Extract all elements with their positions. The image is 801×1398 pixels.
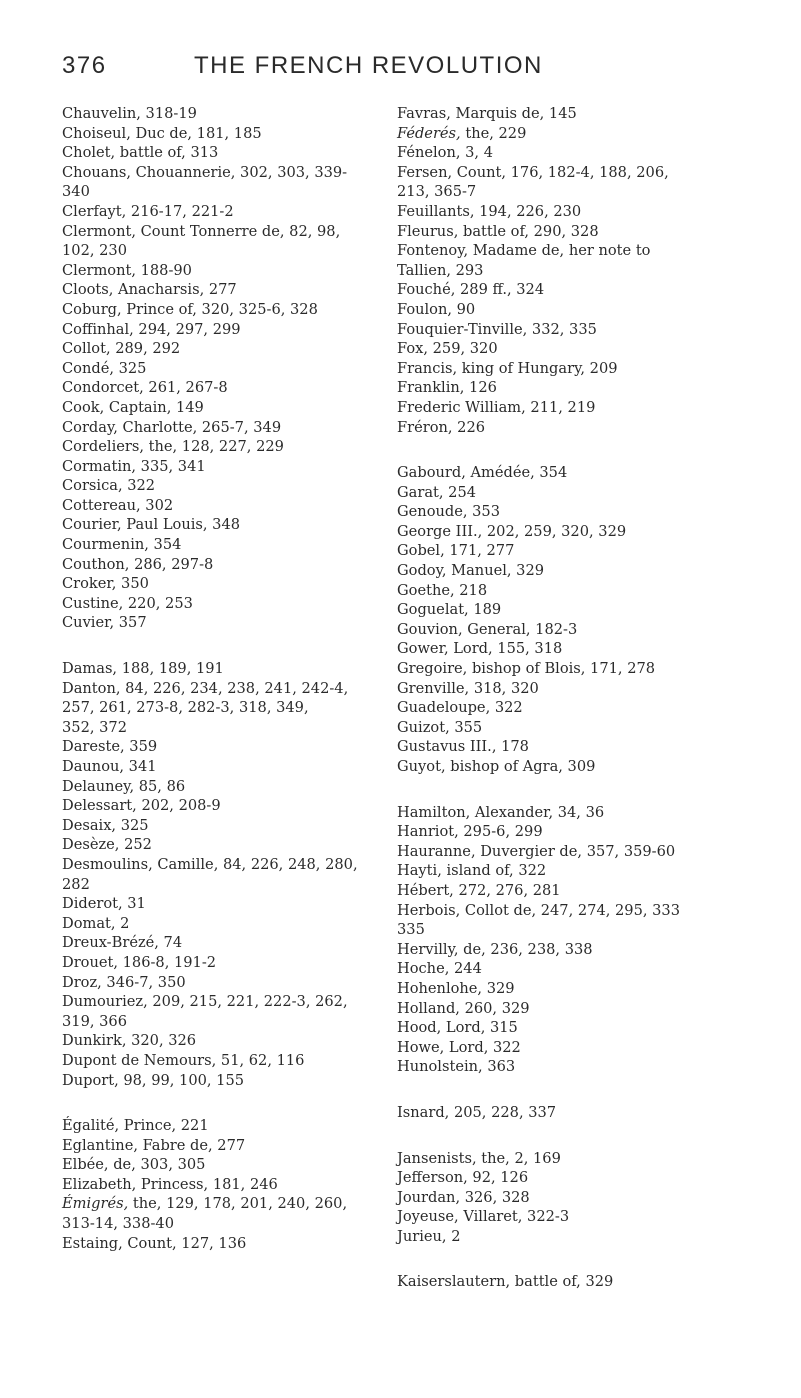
index-entry-text: Grenville, 318, 320 [397,679,539,697]
index-entry-continuation: 257, 261, 273-8, 282-3, 318, 349, [62,699,309,717]
index-entry [397,339,737,359]
index-entry [62,679,397,738]
index-letter-group [397,803,737,1077]
index-entry [397,1227,737,1247]
index-entry-text: Domat, 2 [62,914,130,932]
index-letter-group [62,1116,397,1253]
index-entry [397,104,737,124]
index-entry-text: Coffinhal, 294, 297, 299 [62,320,241,338]
index-entry-text: Condorcet, 261, 267-8 [62,379,228,397]
index-entry [397,522,737,542]
index-entry [62,574,397,594]
index-entry-text: Isnard, 205, 228, 337 [397,1103,557,1121]
index-entry-text: Cloots, Anacharsis, 277 [62,281,237,299]
index-entry [397,679,737,699]
index-entry-text: Guadeloupe, 322 [397,699,523,717]
index-entry-text: Desmoulins, Camille, 84, 226, 248, 280, [62,855,358,873]
index-entry-text: Courmenin, 354 [62,536,182,554]
index-entry-text: Dupont de Nemours, 51, 62, 116 [62,1051,305,1069]
index-entry-text: Hébert, 272, 276, 281 [397,881,561,899]
index-entry [62,953,397,973]
index-entry-text: Jansenists, the, 2, 169 [397,1149,561,1167]
index-entry [62,437,397,457]
index-entry [397,639,737,659]
index-entry [397,698,737,718]
index-entry [62,659,397,679]
index-entry [62,973,397,993]
index-entry-text: Delessart, 202, 208-9 [62,797,221,815]
index-entry [62,914,397,934]
index-entry [397,737,737,757]
index-entry [62,398,397,418]
index-entry-text: Clermont, 188-90 [62,261,192,279]
index-entry [62,1234,397,1254]
index-entry-text: Custine, 220, 253 [62,594,193,612]
index-letter-group [397,104,737,437]
index-entry-text: Holland, 260, 329 [397,999,530,1017]
index-entry-text: the, 129, 178, 201, 240, 260, [128,1195,348,1213]
index-entry [397,398,737,418]
index-entry-text: Fontenoy, Madame de, her note to [397,242,651,260]
index-entry-text: Clerfayt, 216-17, 221-2 [62,202,234,220]
index-entry-italic-term: Féderés, [397,124,461,142]
index-entry [397,1272,737,1292]
index-entry-text: Croker, 350 [62,575,149,593]
index-entry [397,881,737,901]
page-number: 376 [62,52,107,79]
index-entry [62,202,397,222]
index-entry [62,339,397,359]
index-entry [62,1071,397,1091]
index-letter-group [62,104,397,633]
index-entry [397,502,737,522]
index-entry [397,202,737,222]
index-entry-text: Estaing, Count, 127, 136 [62,1234,247,1252]
index-entry [397,861,737,881]
index-entry [397,300,737,320]
index-entry [397,822,737,842]
index-entry [397,901,737,940]
index-entry [62,261,397,281]
index-entry [62,1116,397,1136]
index-entry [62,320,397,340]
index-entry-text: Hunolstein, 363 [397,1058,516,1076]
index-entry-text: Fouché, 289 ff., 324 [397,281,545,299]
index-entry [397,1038,737,1058]
index-entry [397,979,737,999]
index-entry-text: Jefferson, 92, 126 [397,1169,529,1187]
index-entry-text: Guizot, 355 [397,718,483,736]
index-entry [62,594,397,614]
index-entry-text: Genoude, 353 [397,503,500,521]
index-entry [397,1057,737,1077]
index-entry-text: Joyeuse, Villaret, 322-3 [397,1208,570,1226]
index-entry-text: Fouquier-Tinville, 332, 335 [397,320,597,338]
index-entry-text: Duport, 98, 99, 100, 155 [62,1071,245,1089]
index-entry-text: Droz, 346-7, 350 [62,973,186,991]
index-entry [397,143,737,163]
index-entry-text: Corday, Charlotte, 265-7, 349 [62,418,282,436]
index-entry [397,541,737,561]
index-entry-text: Couthon, 286, 297-8 [62,555,214,573]
index-entry [62,359,397,379]
index-entry-text: Dumouriez, 209, 215, 221, 222-3, 262, [62,993,348,1011]
index-entry [62,476,397,496]
index-entry-text: Jurieu, 2 [397,1227,461,1245]
index-entry [397,999,737,1019]
index-entry-text: Hanriot, 295-6, 299 [397,823,543,841]
index-entry [62,1031,397,1051]
index-letter-group [397,1103,737,1123]
index-entry-text: Gustavus III., 178 [397,738,529,756]
index-entry [397,1168,737,1188]
index-entry [62,1155,397,1175]
index-entry-text: Cormatin, 335, 341 [62,457,206,475]
index-entry-text: Guyot, bishop of Agra, 309 [397,758,596,775]
index-entry [62,933,397,953]
index-entry-text: Gouvion, General, 182-3 [397,620,578,638]
index-entry [397,959,737,979]
index-entry-text: Diderot, 31 [62,895,146,913]
index-entry-text: Condé, 325 [62,359,147,377]
index-entry-continuation: Tallien, 293 [397,261,484,279]
index-entry [397,280,737,300]
index-entry-italic-term: Émigrés, [62,1195,129,1213]
index-entry [397,222,737,242]
index-entry-continuation: 313-14, 338-40 [62,1215,174,1233]
index-entry [397,124,737,144]
index-entry-text: Collot, 289, 292 [62,340,181,358]
index-entry [62,737,397,757]
index-entry-text: Cordeliers, the, 128, 227, 229 [62,438,284,456]
index-entry-text: Gregoire, bishop of Blois, 171, 278 [397,660,656,678]
index-entry-text: Elizabeth, Princess, 181, 246 [62,1175,278,1193]
index-entry [62,613,397,633]
index-entry [397,1018,737,1038]
index-entry-text: Danton, 84, 226, 234, 238, 241, 242-4, [62,679,349,697]
index-entry-text: Drouet, 186-8, 191-2 [62,953,217,971]
index-entry-text: Howe, Lord, 322 [397,1038,521,1056]
index-entry [62,124,397,144]
index-entry [397,1149,737,1169]
index-entry-continuation: 282 [62,875,90,893]
index-entry [62,457,397,477]
index-entry [62,855,397,894]
index-entry-text: Fox, 259, 320 [397,340,498,358]
index-entry [397,1207,737,1227]
index-entry [62,1136,397,1156]
index-entry-text: Hauranne, Duvergier de, 357, 359-60 [397,842,676,860]
index-entry-text: Desèze, 252 [62,836,152,854]
index-entry-text: Godoy, Manuel, 329 [397,562,545,580]
index-entry-text: Hoche, 244 [397,960,482,978]
index-entry [62,555,397,575]
index-entry-text: Chauvelin, 318-19 [62,105,197,122]
index-entry-text: Coburg, Prince of, 320, 325-6, 328 [62,300,318,318]
index-letter-group [397,1272,737,1292]
running-header [62,52,742,84]
running-title: THE FRENCH REVOLUTION [194,52,543,79]
index-entry-text: Cook, Captain, 149 [62,398,204,416]
index-entry [397,359,737,379]
index-entry [397,163,737,202]
index-entry-text: Franklin, 126 [397,379,497,397]
index-entry-text: Goguelat, 189 [397,601,502,619]
index-entry-text: Feuillants, 194, 226, 230 [397,202,582,220]
index-entry-text: Fersen, Count, 176, 182-4, 188, 206, [397,163,669,181]
index-entry [62,1051,397,1071]
index-entry-text: Daunou, 341 [62,758,157,775]
index-entry-text: Hamilton, Alexander, 34, 36 [397,803,605,821]
index-entry [397,757,737,777]
index-entry-text: Kaiserslautern, battle of, 329 [397,1273,614,1291]
index-entry-text: Fréron, 226 [397,418,486,436]
index-entry-text: Gower, Lord, 155, 318 [397,640,563,658]
index-entry [62,222,397,261]
index-entry [397,659,737,679]
index-entry-text: Dunkirk, 320, 326 [62,1032,197,1050]
index-entry-text: Desaix, 325 [62,816,149,834]
index-entry-text: Clermont, Count Tonnerre de, 82, 98, [62,222,341,240]
index-entry [62,992,397,1031]
index-entry [397,418,737,438]
index-column-left [62,104,397,1279]
index-entry-text: Dareste, 359 [62,738,158,756]
index-entry-text: George III., 202, 259, 320, 329 [397,522,627,540]
index-entry [62,894,397,914]
index-entry-text: Hohenlohe, 329 [397,979,515,997]
index-entry-text: Foulon, 90 [397,300,476,318]
index-entry-text: Courier, Paul Louis, 348 [62,516,241,534]
index-entry-text: Jourdan, 326, 328 [397,1188,530,1206]
index-entry-text: Corsica, 322 [62,477,156,495]
index-letter-group [397,463,737,777]
index-entry-text: Goethe, 218 [397,581,488,599]
index-entry [397,483,737,503]
index-entry-text: Cottereau, 302 [62,496,174,514]
index-entry-text: Hood, Lord, 315 [397,1019,518,1037]
index-entry-text: Dreux-Brézé, 74 [62,934,183,952]
index-entry [62,104,397,124]
index-entry [397,320,737,340]
index-entry [397,620,737,640]
index-entry-continuation: 102, 230 [62,242,127,260]
index-entry-text: Hayti, island of, 322 [397,862,547,880]
index-entry [62,378,397,398]
index-entry-text: Cuvier, 357 [62,614,147,632]
index-entry [397,463,737,483]
index-entry [62,757,397,777]
index-column-right [397,104,737,1318]
index-entry-text: Elbée, de, 303, 305 [62,1156,206,1174]
index-entry [62,300,397,320]
index-entry-text: Damas, 188, 189, 191 [62,660,224,678]
index-entry-continuation: 213, 365-7 [397,183,477,201]
index-entry-text: Hervilly, de, 236, 238, 338 [397,940,593,958]
index-letter-group [62,659,397,1090]
index-entry [397,940,737,960]
index-entry-text: Garat, 254 [397,483,477,501]
index-entry-text: Choiseul, Duc de, 181, 185 [62,124,262,142]
index-entry [397,600,737,620]
index-entry [397,842,737,862]
index-entry-text: Herbois, Collot de, 247, 274, 295, 333 [397,901,680,919]
index-entry [62,777,397,797]
index-entry [397,1188,737,1208]
index-entry [397,1103,737,1123]
index-entry-text: Gobel, 171, 277 [397,542,515,560]
index-entry [397,581,737,601]
index-entry [62,835,397,855]
index-entry [397,561,737,581]
index-entry-text: the, 229 [460,124,527,142]
index-entry [62,1194,397,1233]
index-entry-text: Favras, Marquis de, 145 [397,105,577,122]
index-entry [397,718,737,738]
index-entry-continuation: 340 [62,183,90,201]
index-entry-text: Delauney, 85, 86 [62,777,186,795]
index-entry [62,280,397,300]
index-entry-continuation: 319, 366 [62,1012,127,1030]
index-entry [397,378,737,398]
index-entry-text: Gabourd, Amédée, 354 [397,464,568,482]
index-entry [62,496,397,516]
index-entry [62,1175,397,1195]
index-entry [62,418,397,438]
index-entry-text: Fénelon, 3, 4 [397,144,493,162]
index-entry [62,535,397,555]
index-entry [62,515,397,535]
index-entry [397,803,737,823]
index-entry-text: Francis, king of Hungary, 209 [397,359,618,377]
index-entry [62,796,397,816]
index-entry-text: Eglantine, Fabre de, 277 [62,1136,246,1154]
index-entry-continuation: 352, 372 [62,718,127,736]
index-entry [397,241,737,280]
index-letter-group [397,1149,737,1247]
index-entry [62,816,397,836]
index-entry [62,143,397,163]
index-entry-text: Chouans, Chouannerie, 302, 303, 339- [62,163,348,181]
index-entry-text: Cholet, battle of, 313 [62,144,219,162]
index-entry-continuation: 335 [397,921,425,939]
index-entry-text: Égalité, Prince, 221 [62,1117,209,1135]
index-entry-text: Fleurus, battle of, 290, 328 [397,222,599,240]
index-entry [62,163,397,202]
index-entry-text: Frederic William, 211, 219 [397,398,596,416]
